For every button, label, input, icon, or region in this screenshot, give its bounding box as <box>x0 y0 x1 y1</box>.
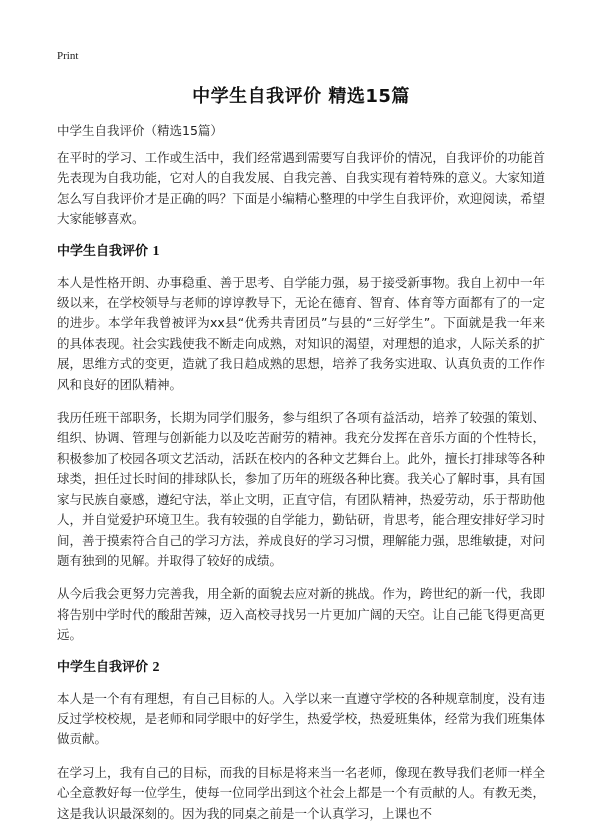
paragraph: 我历任班干部职务，长期为同学们服务，参与组织了各项有益活动，培养了较强的策划、组织、协调、管理与创新能力以及吃苦耐劳的精神。我充分发挥在音乐方面的个性特长，积极参加了校园各项文艺活动，活跃在校内的各种文艺舞台上。此外，擅长打排球等各种球类，担任过长时间的排球队长，参加了历年的班级各种比赛。我关心了解时事，具有国家与民族自豪感，遵纪守法，举止文明，正直守信，有团队精神，热爱劳动，乐于帮助他人，并自觉爱护环境卫生。我有较强的自学能力，勤钻研，肯思考，能合理安排好学习时间，善于摸索符合自己的学习方法，养成良好的学习习惯，理解能力强，思维敏捷，对问题有独到的见解。并取得了较好的成绩。 <box>57 410 545 568</box>
section-heading-text: 中学生自我评价 <box>57 659 149 675</box>
page-title: 中学生自我评价 精选15篇 <box>192 86 410 107</box>
section-heading <box>57 243 545 261</box>
section-heading-text: 中学生自我评价 <box>57 243 149 259</box>
article-body <box>57 148 545 837</box>
intro-paragraph: 在平时的学习、工作或生活中，我们经常遇到需要写自我评价的情况，自我评价的功能首先表现为自我功能，它对人的自我发展、自我完善、自我实现有着特殊的意义。大家知道怎么写自我评价才是正确的吗？下面是小编精心整理的中学生自我评价，欢迎阅读，希望大家能够喜欢。 <box>57 150 545 227</box>
section-number: 2 <box>152 659 160 675</box>
print-link[interactable]: Print <box>57 50 79 62</box>
paragraph: 在学习上，我有自己的目标，而我的目标是将来当一名老师，像现在教导我们老师一样全心全意教好每一位学生，使每一位同学出到这个社会上都是一个有贡献的人。有教无类，这是我认识最深刻的。因为我的同桌之前是一个认真学习，上课也不 <box>57 764 545 821</box>
section-heading <box>57 659 545 677</box>
paragraph: 本人是一个有有理想，有自己目标的人。入学以来一直遵守学校的各种规章制度，没有违反过学校校规，是老师和同学眼中的好学生，热爱学校，热爱班集体，经常为我们班集体做贡献。 <box>57 690 545 747</box>
paragraph: 本人是性格开朗、办事稳重、善于思考、自学能力强，易于接受新事物。我自上初中一年级以来，在学校领导与老师的谆谆教导下，无论在德育、智育、体育等方面都有了的一定的进步。本学年我曾被评为xx县“优秀共青团员”与县的“三好学生”。下面就是我一年来的具体表现。社会实践使我不断走向成熟，对知识的渴望，对理想的追求，人际关系的扩展，思维方式的变更，造就了我日趋成熟的思想，培养了我务实进取、认真负责的工作作风和良好的团队精神。 <box>57 274 545 392</box>
document-subtitle: 中学生自我评价（精选15篇） <box>57 123 223 138</box>
paragraph: 从今后我会更努力完善我，用全新的面貌去应对新的挑战。作为，跨世纪的新一代，我即将告别中学时代的酸甜苦辣，迈入高校寻找另一片更加广阔的天空。让自己能飞得更高更远。 <box>57 586 545 643</box>
section-number: 1 <box>152 243 160 259</box>
